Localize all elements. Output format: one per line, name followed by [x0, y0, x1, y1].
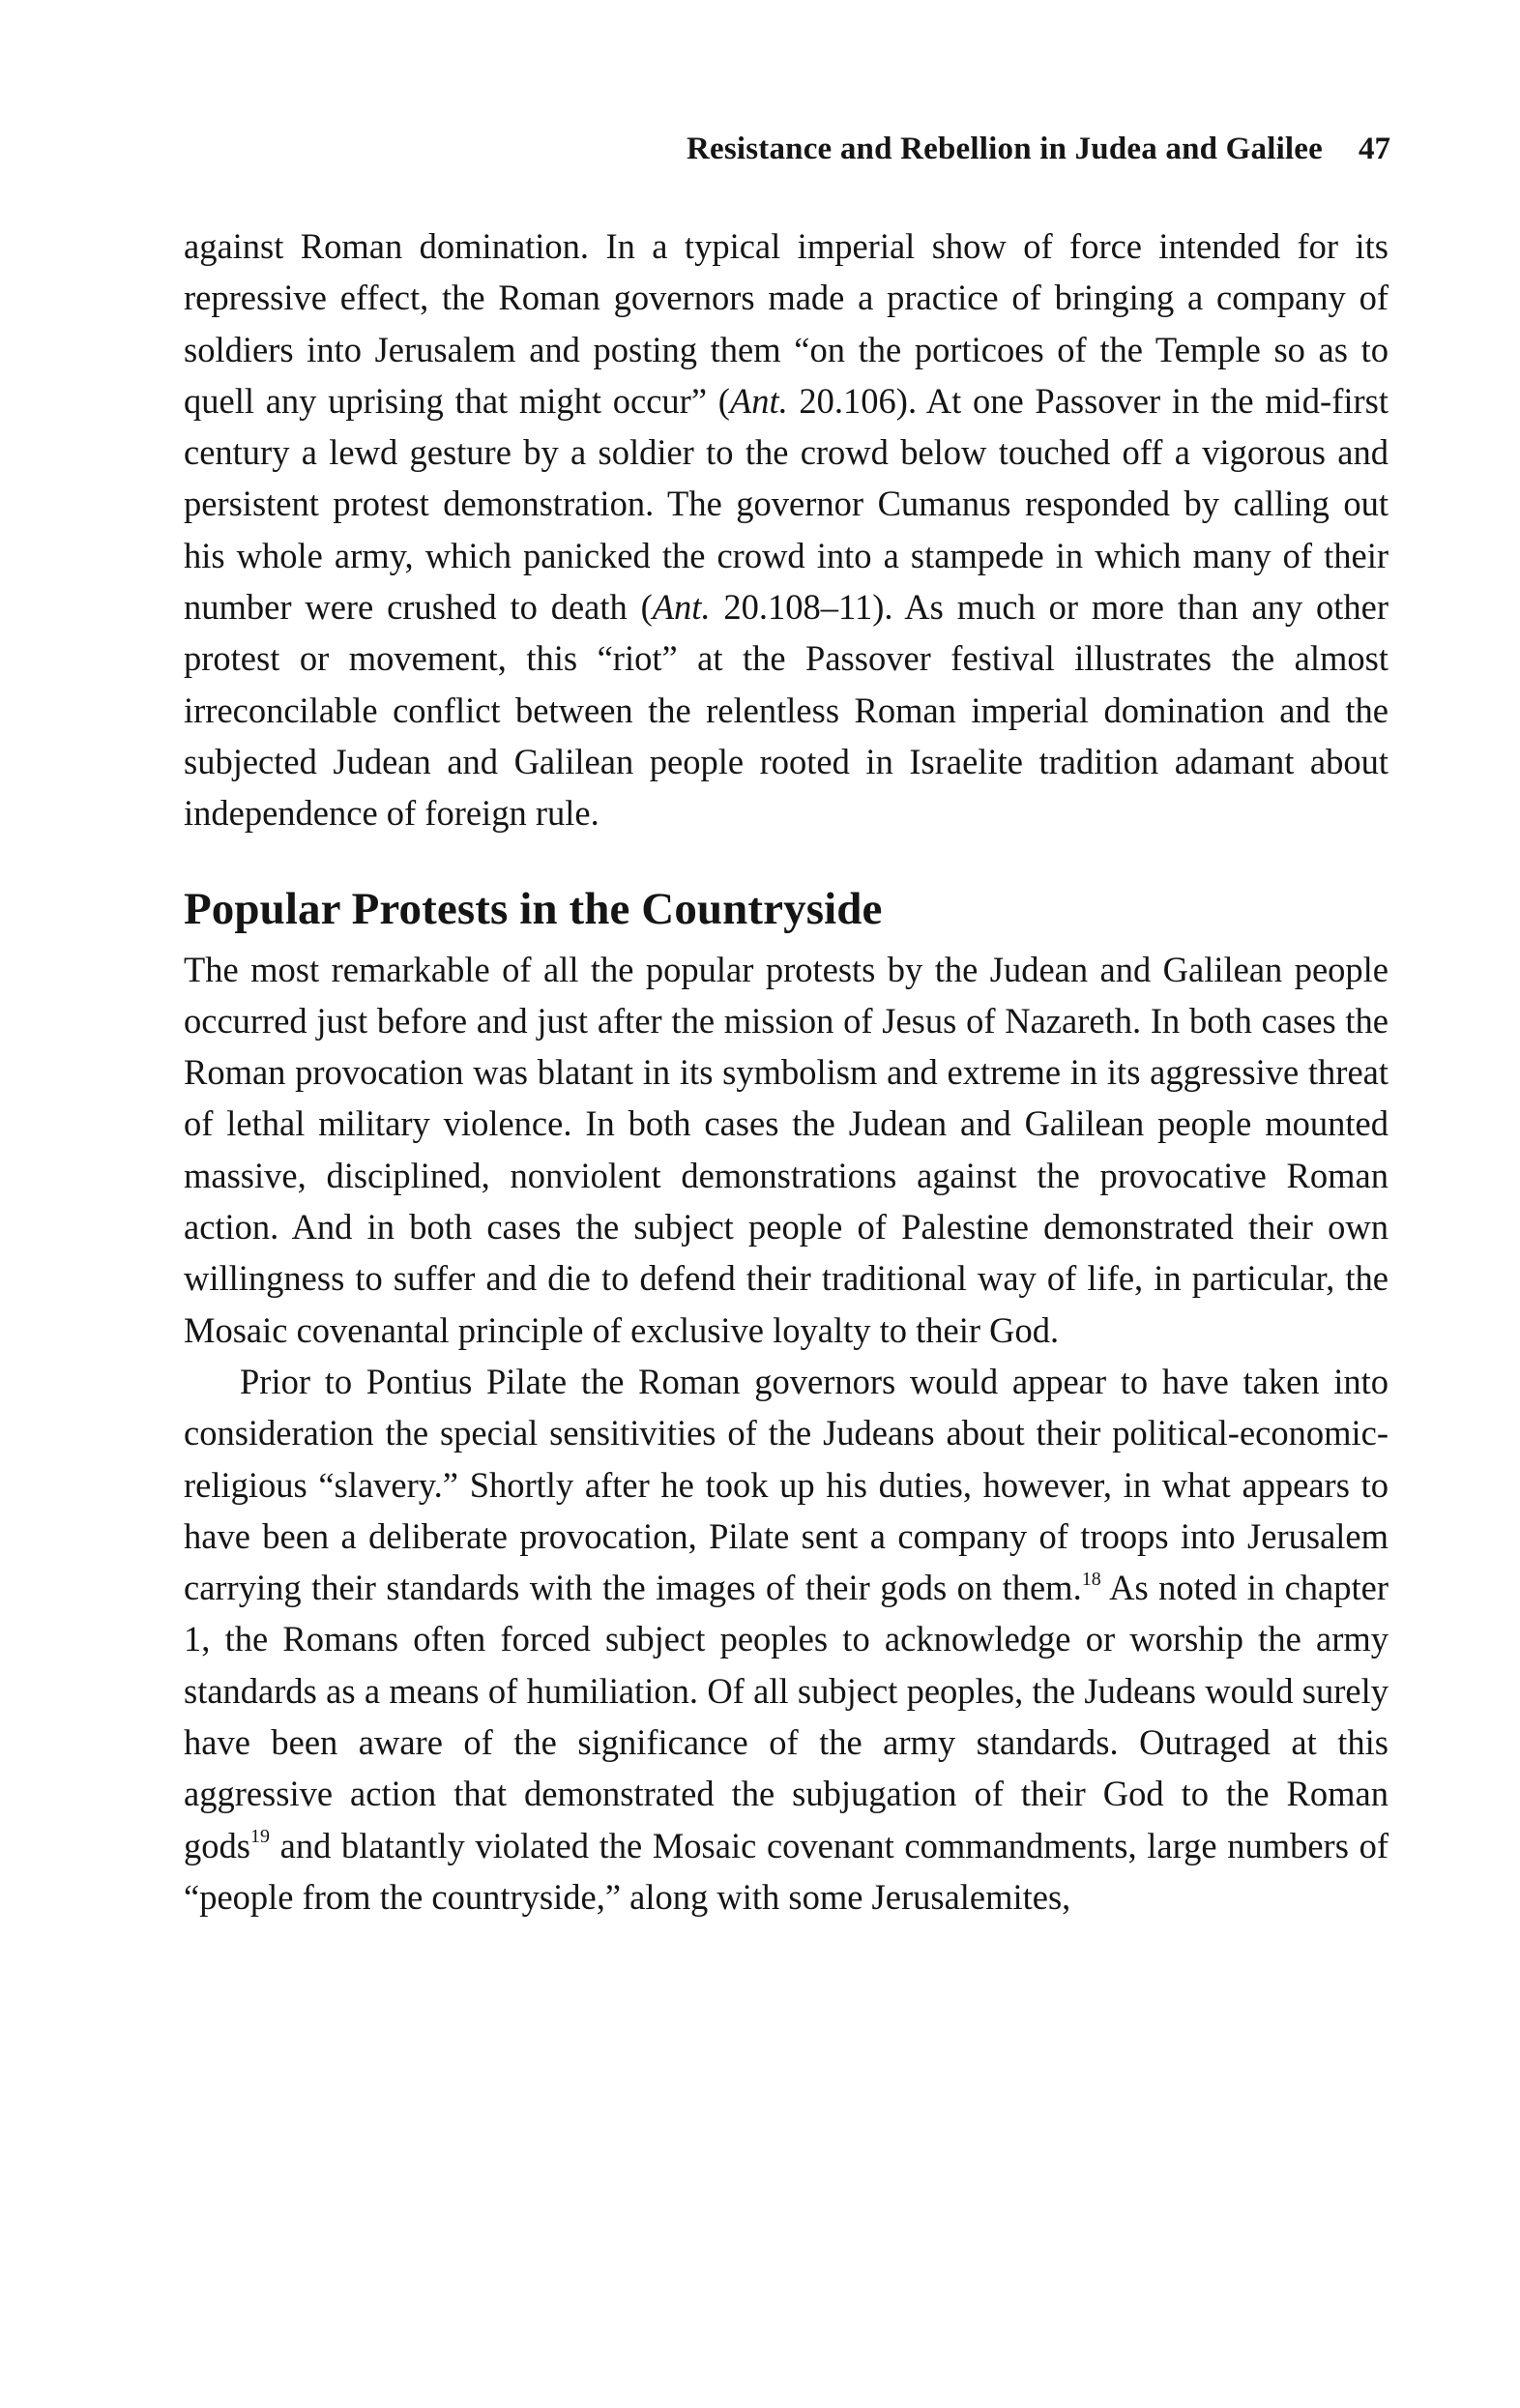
running-head	[184, 132, 1390, 180]
running-title: Resistance and Rebellion in Judea and Galilee	[686, 132, 1323, 166]
paragraph-text: 20.108–11). As much or more than any other protest or movement, this “riot” at the Passover festival illustrates the almost irreconcilable conflict between the relentless Roman imperial domination and the subjected Judean and Galilean people rooted in Israelite tradition adamant about independence of foreign rule.	[184, 587, 1388, 834]
body-text	[184, 220, 1388, 1923]
citation-ant: Ant.	[652, 587, 711, 628]
citation-ant: Ant.	[729, 380, 788, 421]
paragraph-text: Prior to Pontius Pilate the Roman governors would appear to have taken into consideration the special sensitivities of the Judeans about their political-economic-religious “slavery.” Shortly after he took up his duties, however, in what appears to have been a deliberate provocation, Pilate sent a company of troops into Jerusalem carrying their standards with the images of their gods on them.	[184, 1361, 1388, 1608]
paragraph-indented	[184, 1356, 1388, 1923]
paragraph-continued	[184, 220, 1388, 839]
paragraph-text: against Roman domination. In a typical imperial show of force intended for its repressive effect, the Roman governors made a practice of bringing a company of soldiers into Jerusalem and posting them “on the porticoes of the Temple so as to quell any uprising that might occur” (	[184, 226, 1388, 421]
footnote-marker: 18	[1081, 1568, 1101, 1590]
paragraph-text: 20.106). At one Passover in the mid-first century a lewd gesture by a soldier to the crowd below touched off a vigorous and persistent protest demonstration. The governor Cumanus responded by calling out his whole army, which panicked the crowd into a stampede in which many of their number were crushed to death (	[184, 380, 1389, 628]
paragraph-text: As noted in chapter 1, the Romans often forced subject peoples to acknowledge or worship the army standards as a means of humiliation. Of all subject peoples, the Judeans would surely have been aware of the significance of the army standards. Outraged at this aggressive action that demonstrated the subjugation of their God to the Roman gods	[184, 1568, 1388, 1865]
footnote-marker: 19	[249, 1826, 270, 1848]
paragraph: The most remarkable of all the popular protests by the Judean and Galilean people occurred just before and just after the mission of Jesus of Nazareth. In both cases the Roman provocation was blatant in its symbolism and extreme in its aggressive threat of lethal military violence. In both cases the Judean and Galilean people mounted massive, disciplined, nonviolent demonstrations against the provocative Roman action. And in both cases the subject people of Palestine demonstrated their own willingness to suffer and die to defend their traditional way of life, in particular, the Mosaic covenantal principle of exclusive loyalty to their God.	[184, 949, 1388, 1350]
page-number: 47	[1359, 132, 1390, 166]
section-heading: Popular Protests in the Countryside	[184, 883, 883, 934]
paragraph-text: and blatantly violated the Mosaic covenant commandments, large numbers of “people from the countryside,” along with some Jerusalemites,	[184, 1825, 1388, 1917]
